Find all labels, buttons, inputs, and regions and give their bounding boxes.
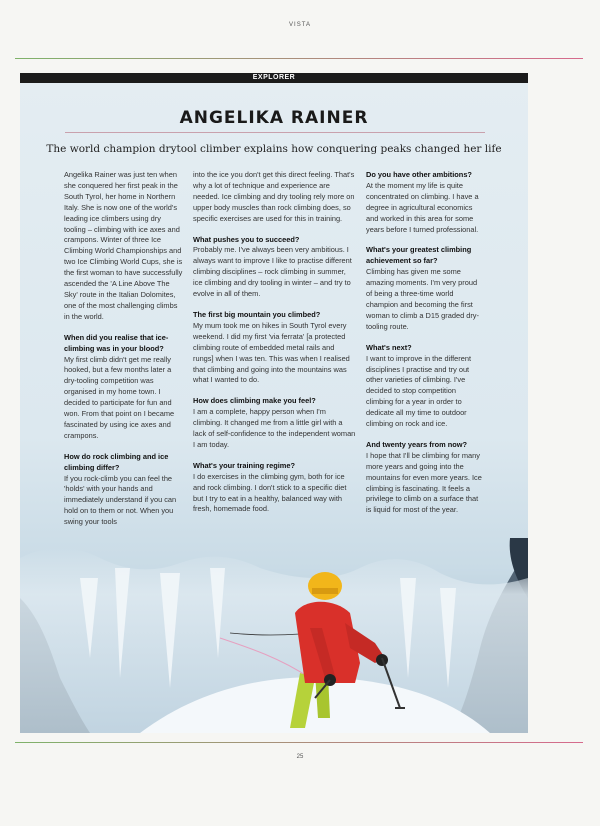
article-intro: Angelika Rainer was just ten when she conquered her first peak in the South Tyrol, her home in Northern Italy. She is now one of the world's leading ice climbers using dry tooling – climbing with ice axes and crampons. Winter of three Ice Climbing World Championships and two Ice Climbing World Cups, she is the first woman to have successfully ascended the 'A Line Above The Sky' route in the Italian Dolomites, one of the most challenging climbs in the world. <box>64 170 183 321</box>
answer: My first climb didn't get me really hooked, but a few months later a dry-tooling competition was organised in my home town. I decided to participate for fun and won. From that point on I became fascinated by using ice axes and crampons. <box>64 354 175 440</box>
answer: If you rock-climb you can feel the 'holds' with your hands and immediately understand if you can hold on to them or not. When you swing your tools <box>64 473 177 527</box>
title-rule <box>65 132 485 133</box>
question: The first big mountain you climbed? <box>193 309 321 319</box>
answer: I want to improve in the different disciplines I practise and try out other varieties of climbing. I've decided to stop competition climbing for a year in order to dedicate all my time to outdoor climbing on rock and ice. <box>366 353 472 429</box>
answer: Climbing has given me some amazing moments. I'm very proud of being a three-time world champion and becoming the first woman to climb a D15 graded dry-tooling route. <box>366 267 479 331</box>
answer: I am a complete, happy person when I'm climbing. It changed me from a little girl with a lack of self-confidence to the independent woman I am today. <box>193 407 356 449</box>
answer: I do exercises in the climbing gym, both for ice and rock climbing. I don't stick to a specific diet but I try to eat in a healthy, balanced way with fresh, homemade food. <box>193 471 347 514</box>
question: How do rock climbing and ice climbing differ? <box>64 451 169 472</box>
section-label: EXPLORER <box>252 74 296 81</box>
article-column-1 <box>64 170 183 538</box>
question: What's your training regime? <box>193 460 295 470</box>
answer: My mum took me on hikes in South Tyrol every weekend. I did my first 'via ferrata' [a protected climbing route of embedded metal rails and rungs] when I was ten. This was when I realised that climbing and going into the mountains was what I wanted to do. <box>193 320 350 385</box>
page-number: 25 <box>296 754 304 760</box>
answer: Probably me. I've always been very ambitious. I always want to improve I like to practise different climbing disciplines – rock climbing in summer, ice climbing and dry tooling in winter – and try to evolve in all of them. <box>193 245 352 299</box>
section-label-bar <box>20 73 528 83</box>
question: And twenty years from now? <box>366 439 468 449</box>
bottom-rule <box>15 742 583 743</box>
question: How does climbing make you feel? <box>193 396 316 406</box>
ice-climber-photo <box>20 538 528 733</box>
question: What pushes you to succeed? <box>193 234 300 244</box>
question: Do you have other ambitions? <box>366 170 472 179</box>
article-column-3 <box>366 170 483 526</box>
top-rule <box>15 58 583 59</box>
article-column-2 <box>193 170 356 525</box>
magazine-name: VISTA <box>289 22 311 28</box>
article-title: ANGELIKA RAINER <box>179 108 369 128</box>
question: When did you realise that ice-climbing was in your blood? <box>64 332 169 353</box>
article-standfirst: The world champion drytool climber explains how conquering peaks changed her life <box>46 143 502 155</box>
answer: At the moment my life is quite concentrated on climbing. I have a degree in agricultural economics and worked in this area for some years before I turned professional. <box>366 180 479 234</box>
question: What's your greatest climbing achievement so far? <box>366 245 472 266</box>
question: What's next? <box>366 342 412 352</box>
answer: I hope that I'll be climbing for many more years and going into the mountains for even more years. Ice climbing is fascinating. It feels a privilege to climb on a surface that is liquid for most of the year. <box>366 450 482 515</box>
answer-tail: into the ice you don't get this direct feeling. That's why a lot of technique and experience are needed. Ice climbing and dry tooling rely more on upper body muscles than rock climbing does, so specific exercises are used for this in training. <box>193 170 355 223</box>
